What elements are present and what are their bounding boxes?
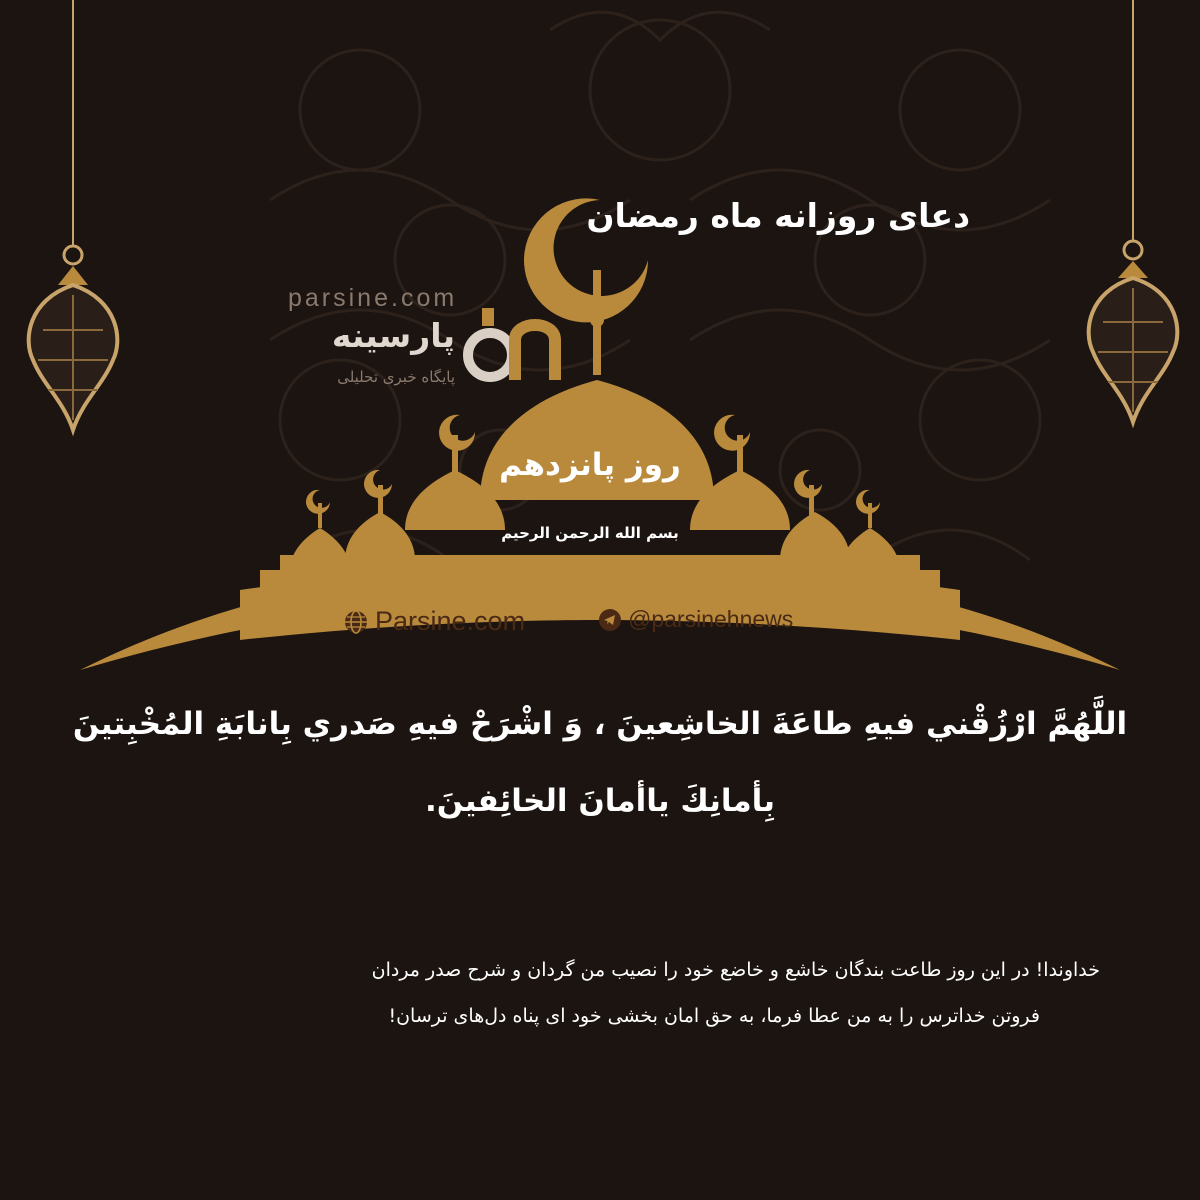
logo-mark-icon: [460, 300, 570, 385]
telegram-handle: @parsinehnews: [628, 606, 794, 632]
arabic-prayer-line-2: بِأمانِكَ ياأمانَ الخائِفينَ.: [425, 783, 775, 819]
bismillah-text: بسم الله الرحمن الرحیم: [501, 524, 679, 542]
website-text: Parsine.com: [375, 606, 526, 636]
day-title: روز پانزدهم: [499, 447, 681, 483]
logo-site-text: parsine.com: [288, 284, 458, 312]
logo-tagline: پایگاه خبری تحلیلی: [337, 368, 455, 386]
logo-name: پارسینه: [331, 316, 455, 355]
page-title: دعای روزانه ماه رمضان: [586, 196, 970, 235]
arabic-prayer-line-1: اللَّهُمَّ ارْزُقْني فيهِ طاعَةَ الخاشِعينَ ، وَ اشْرَحْ فيهِ صَدري بِانابَةِ المُخْبِتينَ: [72, 706, 1128, 742]
telegram-icon: [598, 608, 622, 632]
website-link[interactable]: [343, 606, 525, 637]
telegram-link[interactable]: [598, 606, 793, 633]
persian-translation-line-1: خداوندا! در این روز طاعت بندگان خاشع و خاضع خود را نصیب من گردان و شرح صدر مردان: [371, 959, 1100, 981]
globe-icon: [343, 609, 369, 635]
persian-translation-line-2: فروتن خداترس را به من عطا فرما، به حق امان بخشی خود ای پناه دل‌های ترسان!: [388, 1005, 1040, 1027]
